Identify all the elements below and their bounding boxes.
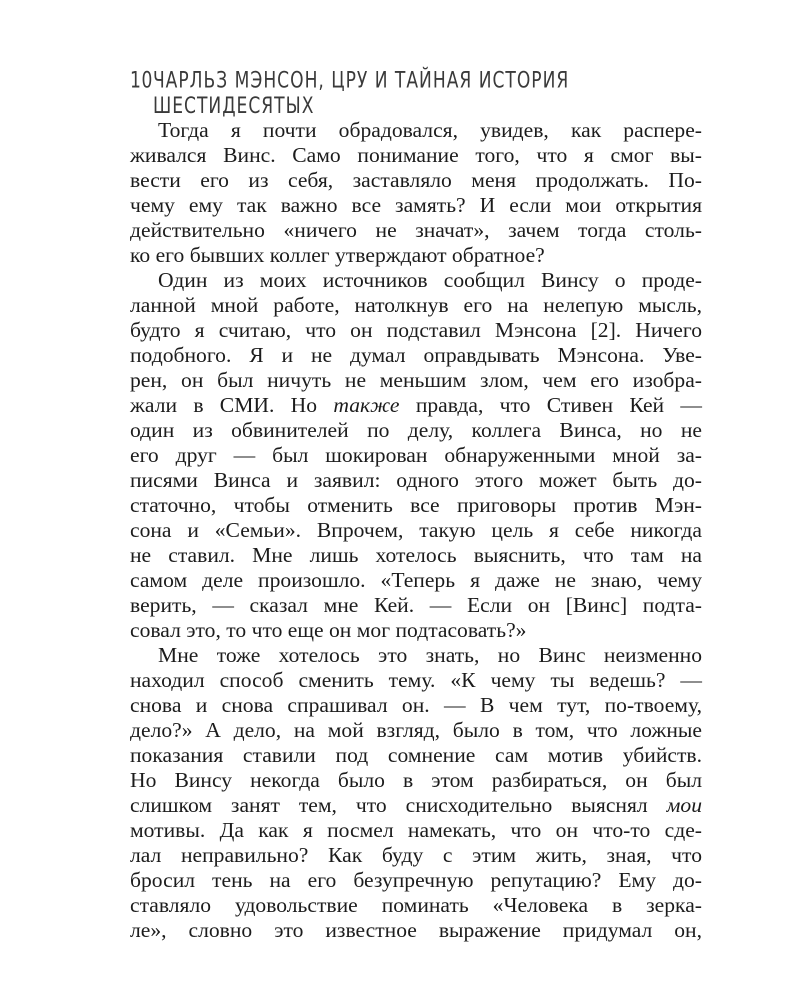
running-header [130, 68, 702, 119]
text-line: дело?» А дело, на мой взгляд, было в том, что ложные [130, 718, 702, 742]
text-line: сона и «Семьи». Впрочем, такую цель я себе никогда [130, 518, 702, 542]
text-line: вести его из себя, заставляло меня продолжать. По- [130, 168, 702, 192]
text-line: мотивы. Да как я посмел намекать, что он что-то сде- [130, 818, 702, 842]
text-line: статочно, чтобы отменить все приговоры против Мэн- [130, 493, 702, 517]
text-line: будто я считаю, что он подставил Мэнсона [2]. Ничего [130, 318, 702, 342]
text-line: Но Винсу некогда было в этом разбираться, он был [130, 768, 702, 792]
text-line: ставляло удовольствие поминать «Человека в зерка- [130, 893, 702, 917]
text-line: действительно «ничего не значат», зачем тогда столь- [130, 218, 702, 242]
text-line: Мне тоже хотелось это знать, но Винс неизменно [158, 643, 702, 667]
text-line: его друг — был шокирован обнаруженными мной за- [130, 443, 702, 467]
text-line: чему ему так важно все замять? И если мои открытия [130, 193, 702, 217]
text-line: подобного. Я и не думал оправдывать Мэнсона. Уве- [130, 343, 702, 367]
text-line: ле», словно это известное выражение придумал он, [130, 918, 702, 942]
body-text [130, 118, 702, 943]
text-line: Один из моих источников сообщил Винсу о проде- [158, 268, 702, 292]
text-line: ланной мной работе, натолкнув его на нелепую мысль, [130, 293, 702, 317]
text-line: жали в СМИ. Но также правда, что Стивен Кей — [130, 393, 702, 417]
text-line: снова и снова спрашивал он. — В чем тут, по-твоему, [130, 693, 702, 717]
text-line: один из обвинителей по делу, коллега Винса, но не [130, 418, 702, 442]
running-title: ЧАРЛЬЗ МЭНСОН, ЦРУ И ТАЙНАЯ ИСТОРИЯ ШЕСТИДЕСЯТЫХ [152, 68, 570, 119]
text-line: показания ставили под сомнение сам мотив убийств. [130, 743, 702, 767]
text-line: ко его бывших коллег утверждают обратное? [130, 243, 545, 267]
text-line: лал неправильно? Как буду с этим жить, зная, что [130, 843, 702, 867]
text-line: рен, он был ничуть не меньшим злом, чем его изобра- [130, 368, 702, 392]
text-line: бросил тень на его безупречную репутацию? Ему до- [130, 868, 702, 892]
text-line: Тогда я почти обрадовался, увидев, как распере- [158, 118, 702, 142]
text-line: находил способ сменить тему. «К чему ты ведешь? — [130, 668, 702, 692]
text-line: совал это, то что еще он мог подтасовать?» [130, 618, 527, 642]
page-number: 10 [130, 68, 153, 94]
text-line: верить, — сказал мне Кей. — Если он [Винс] подта- [130, 593, 702, 617]
text-line: самом деле произошло. «Теперь я даже не знаю, чему [130, 568, 702, 592]
text-line: слишком занят тем, что снисходительно выяснял мои [130, 793, 702, 817]
text-line: живался Винс. Само понимание того, что я смог вы- [130, 143, 702, 167]
text-line: не ставил. Мне лишь хотелось выяснить, что там на [130, 543, 702, 567]
italic-emphasis: мои [666, 793, 702, 817]
text-line: писями Винса и заявил: одного этого может быть до- [130, 468, 702, 492]
italic-emphasis: также [333, 393, 400, 417]
